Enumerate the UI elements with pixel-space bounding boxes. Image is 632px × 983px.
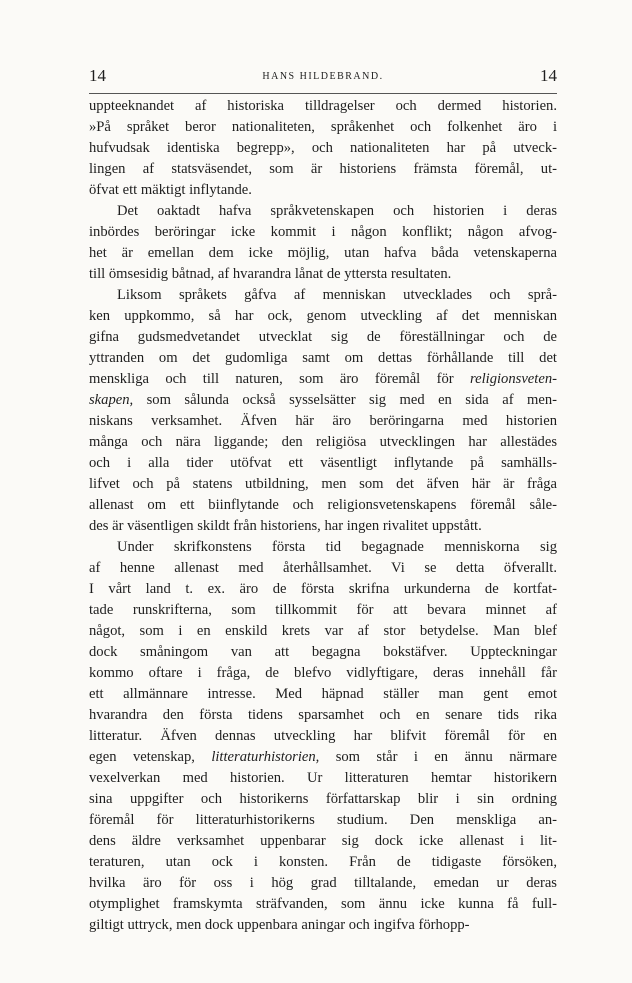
text-line: tade runskrifterna, som tillkommit för att bevara minnet af [89, 602, 557, 618]
text-line: af henne allenast med återhållsamhet. Vi se detta öfverallt. [89, 560, 557, 576]
text-line: giltigt uttryck, men dock uppenbara aningar och ingifva förhopp- [89, 917, 470, 933]
text-line: Det oaktadt hafva språkvetenskapen och historien i deras [117, 203, 557, 219]
text-line: något, som i en enskild krets var af stor betydelse. Man blef [89, 623, 557, 639]
text-line: menskliga och till naturen, som äro föremål för religionsveten- [89, 371, 557, 387]
text-line: het är emellan dem icke möjlig, utan hafva båda vetenskaperna [89, 245, 557, 261]
text-line: »På språket beror nationaliteten, språkenhet och folkenhet äro i [89, 119, 557, 135]
body-text [89, 96, 557, 936]
paragraph [89, 285, 557, 537]
text-line: kommo oftare i fråga, de blefvo vidlyftigare, deras innehåll får [89, 665, 557, 681]
text-line: allenast om ett biinflytande och religionsvetenskapens föremål såle- [89, 497, 557, 513]
text-line: litteratur. Äfven dennas utveckling har blifvit föremål för en [89, 728, 557, 744]
header-rule [89, 93, 557, 94]
page-number-right: 14 [540, 66, 557, 85]
text-line: gifna gudsmedvetandet utvecklat sig de föreställningar och de [89, 329, 557, 345]
text-line: dock småningom van att begagna bokstäfver. Uppteckningar [89, 644, 557, 660]
text-line: ett allmännare intresse. Med häpnad ställer man gent emot [89, 686, 557, 702]
paragraph [89, 96, 557, 201]
text-line: hufvudsak identiska begrepp», och nationaliteten har på utveck- [89, 140, 557, 156]
text-line: inbördes beröringar icke kommit i någon konflikt; någon afvog- [89, 224, 557, 240]
running-title: HANS HILDEBRAND. [262, 71, 384, 82]
text-line: hvilka äro för oss i hög grad tilltalande, emedan ur deras [89, 875, 557, 891]
text-line: otymplighet framskymta sträfvanden, som ännu icke kunna få full- [89, 896, 557, 912]
text-line: lifvet och på statens utbildning, men som det äfven här är fråga [89, 476, 557, 492]
text-line: teraturen, utan ock i konsten. Från de tidigaste försöken, [89, 854, 557, 870]
book-page [89, 60, 557, 936]
text-line: till ömsesidig båtnad, af hvarandra lånat de yttersta resultaten. [89, 266, 452, 282]
text-line: dens äldre verksamhet uppenbarar sig dock icke allenast i lit- [89, 833, 557, 849]
text-line: uppteeknandet af historiska tilldragelser och dermed historien. [89, 98, 557, 114]
text-line: Under skrifkonstens första tid begagnade menniskorna sig [117, 539, 557, 555]
text-line: många och nära liggande; den religiösa utvecklingen har allestädes [89, 434, 557, 450]
text-line: Liksom språkets gåfva af menniskan utvecklades och språ- [117, 287, 557, 303]
page-header [89, 60, 557, 90]
paragraph [89, 537, 557, 936]
text-line: des är väsentligen skildt från historiens, har ingen rivalitet uppstått. [89, 518, 482, 534]
text-line: niskans verksamhet. Äfven här äro beröringarna med historien [89, 413, 557, 429]
text-line: vexelverkan med historien. Ur litteraturen hemtar historikern [89, 770, 557, 786]
text-line: skapen, som sålunda också sysselsätter sig med en sida af men- [89, 392, 558, 408]
text-line: och i alla tider utöfvat ett väsentligt inflytande på samhälls- [89, 455, 557, 471]
text-line: öfvat ett mäktigt inflytande. [89, 182, 252, 198]
text-line: egen vetenskap, litteraturhistorien, som står i en ännu närmare [89, 749, 557, 765]
paragraph [89, 201, 557, 285]
text-line: I vårt land t. ex. äro de första skrifna urkunderna de kortfat- [89, 581, 557, 597]
text-line: hvarandra den första tidens sparsamhet och en senare tids rika [89, 707, 557, 723]
text-line: yttranden om det gudomliga samt om dettas förhållande till det [89, 350, 557, 366]
text-line: ken uppkommo, så har ock, genom utveckling af det menniskan [89, 308, 557, 324]
text-line: föremål för litteraturhistorikerns studium. Den menskliga an- [89, 812, 557, 828]
text-line: lingen af statsväsendet, som är historiens främsta föremål, ut- [89, 161, 557, 177]
text-line: sina uppgifter och historikerns författarskap blir i sin ordning [89, 791, 557, 807]
page-number-left: 14 [89, 66, 106, 85]
